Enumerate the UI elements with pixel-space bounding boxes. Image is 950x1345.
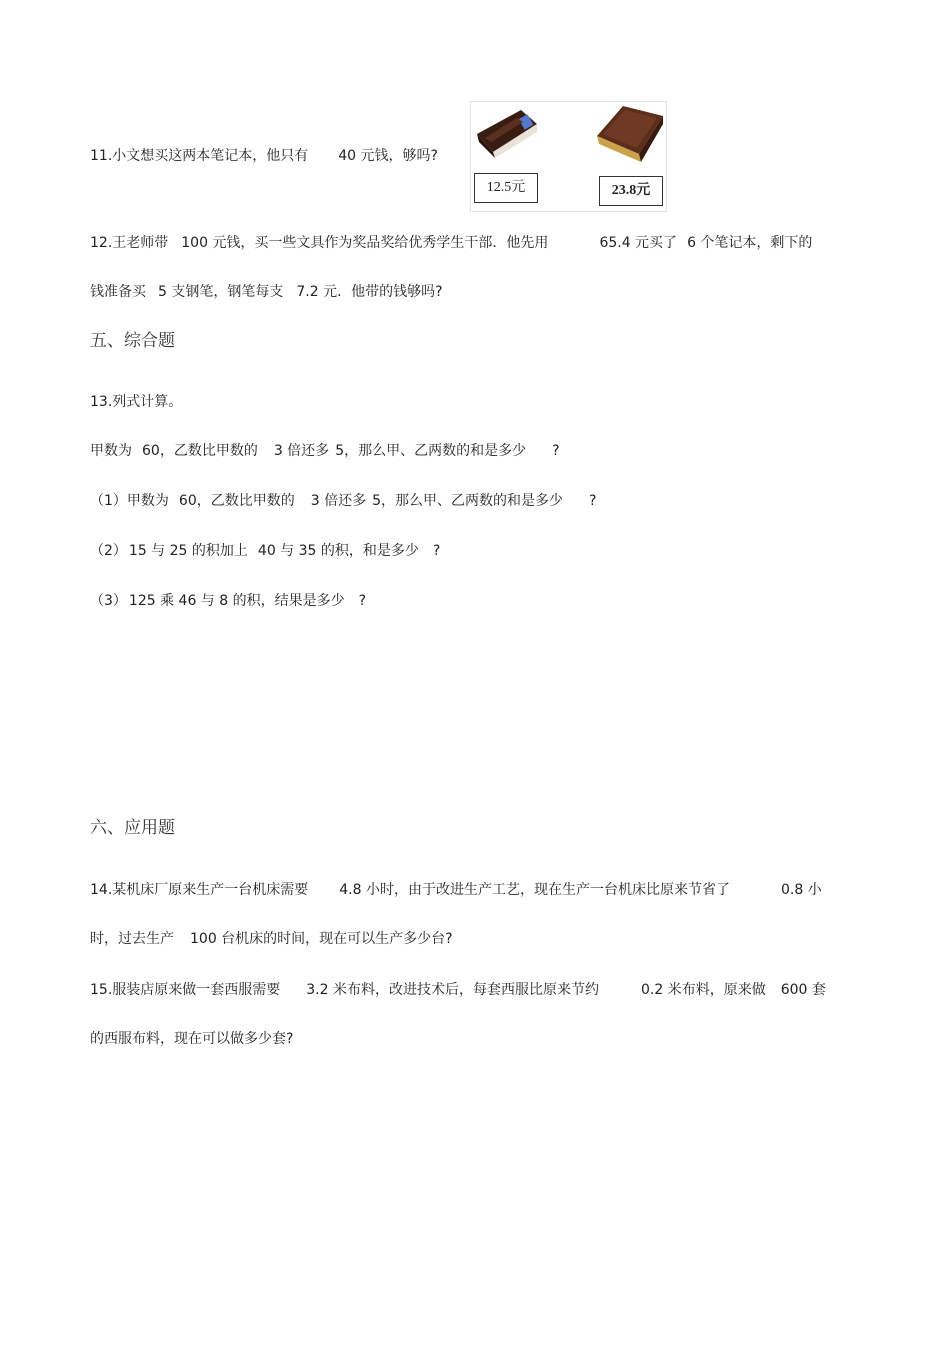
q13-intro-d: 5，那么甲、乙两数的和是多少 [335,443,527,459]
organizer-notebook-icon [477,110,537,158]
q13-p2-b: 15 与 25 的积加上 [128,543,248,559]
q13-p1-b: 60，乙数比甲数的 [178,493,295,509]
notebooks-picture [470,101,667,212]
q11-part-a: 11.小文想买这两本笔记本，他只有 [90,148,309,164]
q15-l1c: 0.2 米布料，原来做 [640,982,766,998]
q13-part-1 [90,491,596,511]
q12-l1c: 65.4 元买了 [599,235,678,251]
q15-line-2: 的西服布料，现在可以做多少套? [90,1031,294,1047]
q12-l1b: 100 元钱，买一些文具作为奖品奖给优秀学生干部．他先用 [181,235,549,251]
q12-line-1 [90,233,812,253]
q13-title: 13.列式计算。 [90,394,183,410]
q13-p2-c: 40 与 35 的积，和是多少 [257,543,419,559]
q13-p1-c: 3 倍还多 [310,493,367,509]
q15-l1d: 600 套 [780,982,826,998]
q13-intro-a: 甲数为 [90,443,132,459]
q14-l2b: 100 台机床的时间，现在可以生产多少台? [190,931,453,947]
price-tag-2: 23.8元 [599,176,663,206]
q15-line-1 [90,980,826,1000]
q13-p2-d: ? [432,543,441,559]
q12-l2a: 钱准备买 [90,284,146,300]
q13-intro [90,441,560,461]
q11-text [90,146,438,166]
q12-l1a: 12.王老师带 [90,235,169,251]
q13-p2-a: （2） [90,543,127,559]
q11-part-b: 40 元钱，够吗? [338,148,438,164]
q12-l2c: 7.2 元．他带的钱够吗? [296,284,443,300]
q13-p1-a: （1）甲数为 [90,493,169,509]
q14-line-2 [90,929,453,949]
brown-book-icon [597,106,663,162]
q14-line-1 [90,880,822,900]
q15-l1b: 3.2 米布料，改进技术后，每套西服比原来节约 [306,982,599,998]
section-5-heading: 五、综合题 [90,331,175,351]
q14-l1b: 4.8 小时，由于改进生产工艺，现在生产一台机床比原来节省了 [339,882,730,898]
q13-intro-b: 60，乙数比甲数的 [142,443,258,459]
q14-l1a: 14.某机床厂原来生产一台机床需要 [90,882,309,898]
q13-intro-c: 3 倍还多 [273,443,330,459]
q13-part-3 [90,591,366,611]
q13-p1-d: 5，那么甲、乙两数的和是多少 [372,493,564,509]
price-tag-1: 12.5元 [474,173,538,203]
q12-l2b: 5 支钢笔，钢笔每支 [158,284,284,300]
section-6-heading: 六、应用题 [90,818,175,838]
q12-line-2 [90,282,443,302]
q14-l2a: 时，过去生产 [90,931,174,947]
q15-l1a: 15.服装店原来做一套西服需要 [90,982,281,998]
q13-p3-a: （3） [90,593,127,609]
q14-l1c: 0.8 小 [780,882,822,898]
q13-intro-e: ? [552,443,560,459]
q13-p3-b: 125 乘 46 与 8 的积，结果是多少 [128,593,345,609]
q13-p1-e: ? [589,493,597,509]
q13-part-2 [90,541,440,561]
q12-l1d: 6 个笔记本，剩下的 [687,235,813,251]
q13-p3-c: ? [358,593,367,609]
